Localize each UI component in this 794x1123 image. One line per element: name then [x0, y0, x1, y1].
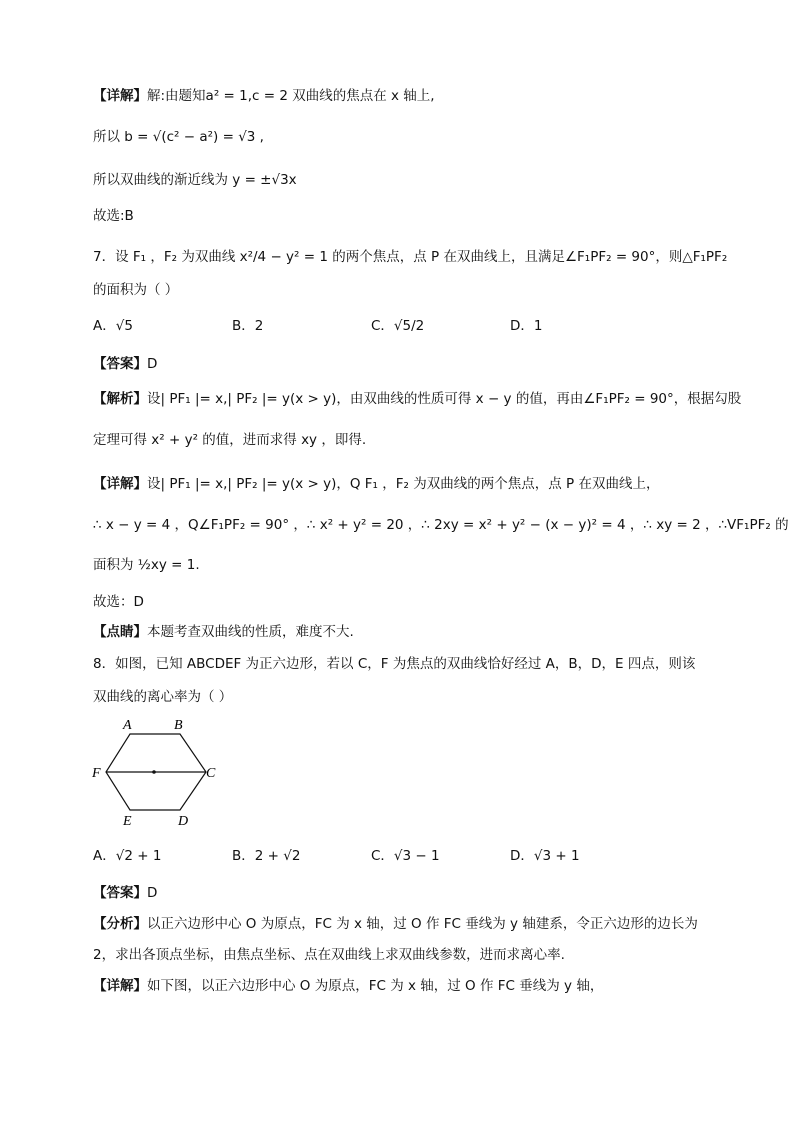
q8-stem-line-1	[93, 654, 695, 674]
q7-analysis-line-2	[93, 430, 366, 450]
analysis-text: 以正六边形中心 O 为原点，FC 为 x 轴，过 O 作 FC 垂线为 y 轴建系，令正六边形的边长为	[147, 916, 698, 932]
label-d: D	[178, 814, 189, 829]
q7-answer-line	[93, 354, 157, 374]
q7-comment-line	[93, 622, 354, 642]
label-c: C	[206, 766, 216, 781]
detail-line-1	[93, 86, 435, 106]
detail-text: 解:由题知a² = 1,c = 2 双曲线的焦点在 x 轴上,	[147, 88, 435, 104]
detail-tag: 【详解】	[93, 476, 147, 492]
q7-stem-line-1	[93, 247, 727, 267]
q7-option-d: D．1	[510, 318, 543, 334]
analysis-tag: 【分析】	[93, 916, 147, 932]
q7-analysis-line-1	[93, 389, 741, 409]
label-e: E	[123, 814, 132, 829]
q7-stem-cont: 的面积为（ ）	[93, 282, 179, 298]
center-point	[152, 770, 156, 774]
answer-value: D	[147, 356, 158, 372]
detail-tag: 【详解】	[93, 978, 147, 994]
detail-text: 设| PF₁ |= x,| PF₂ |= y(x > y)，Q F₁ ，F₂ 为双曲线的两个焦点，点 P 在双曲线上，	[147, 476, 660, 492]
detail-area-text: 面积为 ½xy = 1.	[93, 557, 200, 573]
q7-detail-line-3	[93, 555, 200, 575]
analysis-text-cont: 2，求出各顶点坐标，由焦点坐标、点在双曲线上求双曲线参数，进而求离心率.	[93, 947, 565, 963]
answer-tag: 【答案】	[93, 356, 147, 372]
q8-option-c: C．√3 − 1	[371, 848, 440, 864]
detail-line-3	[93, 170, 297, 190]
analysis-text: 设| PF₁ |= x,| PF₂ |= y(x > y)，由双曲线的性质可得 x − y 的值，再由∠F₁PF₂ = 90°，根据勾股	[147, 391, 742, 407]
q7-detail-line-2	[93, 515, 789, 535]
hexagon-figure	[88, 712, 228, 832]
answer-value: D	[147, 885, 158, 901]
detail-text-cont: ∴ x − y = 4 ，Q∠F₁PF₂ = 90° ，∴ x² + y² = 20 ，∴ 2xy = x² + y² − (x − y)² = 4 ，∴ xy = 2 ，∴VF₁PF₂ 的	[93, 517, 789, 533]
detail-tag: 【详解】	[93, 88, 147, 104]
q7-option-c: C．√5/2	[371, 318, 425, 334]
detail-line-2	[93, 127, 264, 147]
label-f: F	[92, 766, 101, 781]
q8-analysis-line-2	[93, 945, 565, 965]
q7-choice-line	[93, 592, 144, 612]
q8-stem-line-2	[93, 687, 232, 707]
q8-stem-cont: 双曲线的离心率为（ ）	[93, 689, 233, 705]
q7-option-b: B．2	[232, 318, 264, 334]
q8-analysis-line-1	[93, 914, 698, 934]
q8-option-b: B．2 + √2	[232, 848, 301, 864]
label-a: A	[123, 718, 132, 733]
q8-detail-line-1	[93, 976, 603, 996]
detail-text: 如下图，以正六边形中心 O 为原点，FC 为 x 轴，过 O 作 FC 垂线为 y 轴，	[147, 978, 604, 994]
answer-tag: 【答案】	[93, 885, 147, 901]
comment-tag: 【点睛】	[93, 624, 147, 640]
q7-detail-line-1	[93, 474, 659, 494]
q8-stem: 8．如图，已知 ABCDEF 为正六边形，若以 C，F 为焦点的双曲线恰好经过 A，B，D，E 四点，则该	[93, 656, 696, 672]
b-value-text: 所以 b = √(c² − a²) = √3 ,	[93, 129, 264, 145]
q7-stem-line-2	[93, 280, 178, 300]
choice-d-text: 故选：D	[93, 594, 144, 610]
q8-option-d: D．√3 + 1	[510, 848, 580, 864]
analysis-text-cont: 定理可得 x² + y² 的值，进而求得 xy ，即得.	[93, 432, 367, 448]
choice-b-text: 故选:B	[93, 208, 134, 224]
q7-stem: 7．设 F₁ ，F₂ 为双曲线 x²/4 − y² = 1 的两个焦点，点 P 在双曲线上，且满足∠F₁PF₂ = 90°，则△F₁PF₂	[93, 249, 728, 265]
detail-line-4	[93, 206, 134, 226]
q8-option-a: A．√2 + 1	[93, 848, 162, 864]
comment-text: 本题考查双曲线的性质，难度不大.	[147, 624, 354, 640]
q8-answer-line	[93, 883, 157, 903]
q7-option-a: A．√5	[93, 318, 133, 334]
asymptote-text: 所以双曲线的渐近线为 y = ±√3x	[93, 172, 297, 188]
label-b: B	[174, 718, 183, 733]
analysis-tag: 【解析】	[93, 391, 147, 407]
